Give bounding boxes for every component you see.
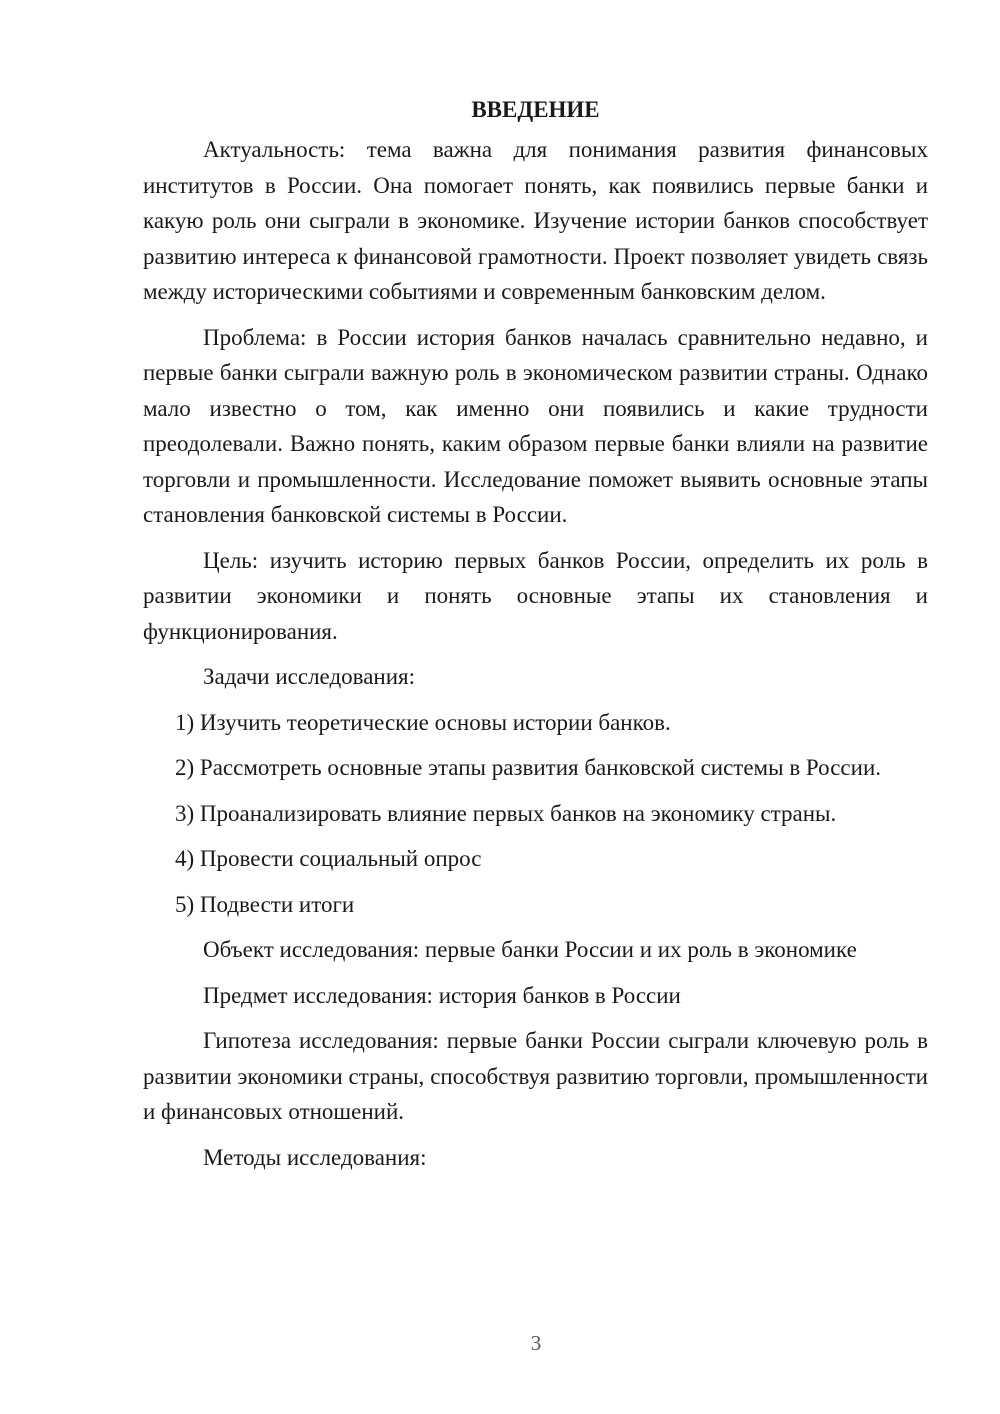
hypothesis-paragraph: Гипотеза исследования: первые банки России сыграли ключевую роль в развитии экономики страны, способствуя развитию торговли, промышленности и финансовых отношений.: [143, 1028, 928, 1124]
subject-paragraph: Предмет исследования: история банков в России: [203, 982, 681, 1008]
task-item-1: 1) Изучить теоретические основы истории банков.: [175, 709, 671, 735]
task-item-3: 3) Проанализировать влияние первых банков на экономику страны.: [175, 800, 837, 826]
problem-paragraph: Проблема: в России история банков началась сравнительно недавно, и первые банки сыграли важную роль в экономическом развитии страны. Однако мало известно о том, как именно они появились и какие трудности преодолевали. Важно понять, каким образом первые банки влияли на развитие торговли и промышленности. Исследование поможет выявить основные этапы становления банковской системы в России.: [143, 324, 928, 527]
task-item-2: 2) Рассмотреть основные этапы развития банковской системы в России.: [175, 755, 882, 780]
section-title: ВВЕДЕНИЕ: [471, 97, 600, 122]
task-item-4: 4) Провести социальный опрос: [175, 846, 482, 871]
methods-heading: Методы исследования:: [203, 1144, 427, 1170]
relevance-paragraph: Актуальность: тема важна для понимания развития финансовых институтов в России. Она помогает понять, как появились первые банки и какую роль они сыграли в экономике. Изучение истории банков способствует развитию интереса к финансовой грамотности. Проект позволяет увидеть связь между историческими событиями и современным банковским делом.: [143, 137, 928, 304]
task-item-5: 5) Подвести итоги: [175, 891, 355, 917]
goal-paragraph: Цель: изучить историю первых банков России, определить их роль в развитии экономики и понять основные этапы их становления и функционирования.: [143, 547, 928, 644]
tasks-heading: Задачи исследования:: [203, 664, 416, 689]
page-number: 3: [530, 1331, 542, 1355]
object-paragraph: Объект исследования: первые банки России и их роль в экономике: [203, 937, 857, 962]
document-page: [143, 92, 928, 1185]
